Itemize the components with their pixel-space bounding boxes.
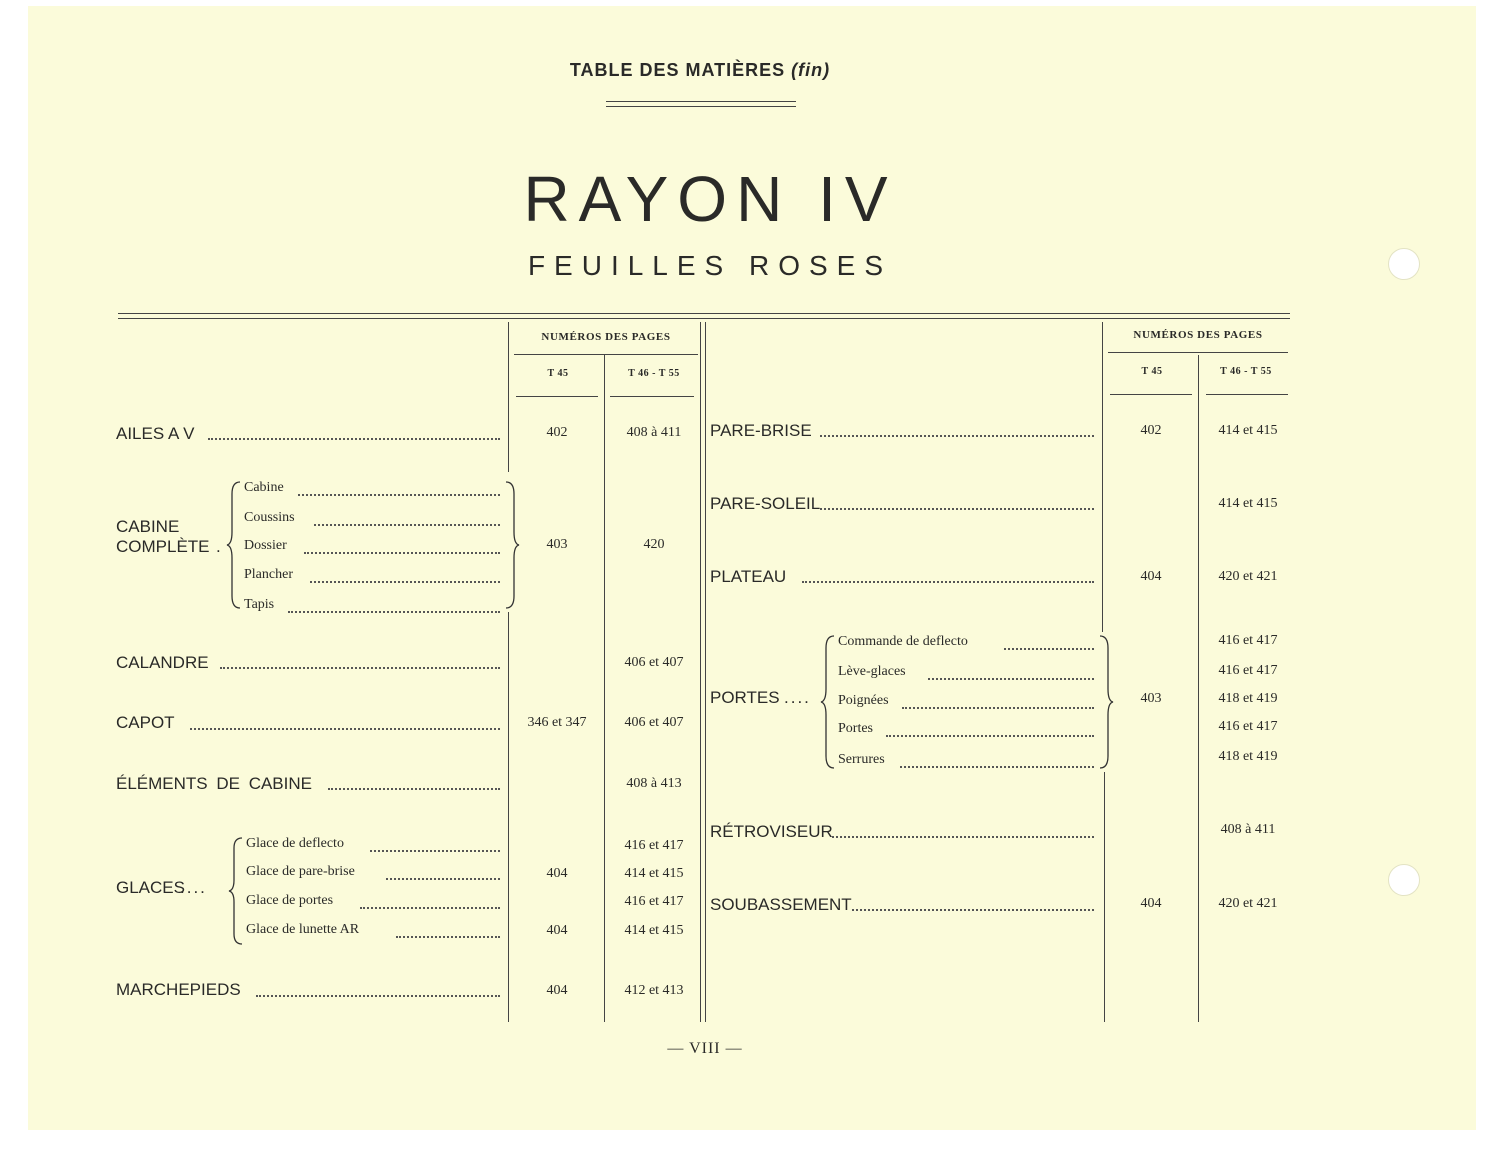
paresoleil-leader-dots <box>820 508 1094 510</box>
capot-label: CAPOT <box>116 713 175 732</box>
left-col-t46-rule <box>610 396 694 397</box>
plateau-t45: 404 <box>1140 569 1162 584</box>
retroviseur-leader-dots <box>832 836 1094 838</box>
cabine-t46: 420 <box>643 537 665 552</box>
header-rule-2 <box>606 106 796 107</box>
glaces-left-brace <box>228 836 244 946</box>
ailes-leader-dots <box>208 438 500 440</box>
parebrise-t45: 402 <box>1140 423 1162 438</box>
portes-item-5-t46: 418 et 419 <box>1218 749 1278 764</box>
parebrise-t46: 414 et 415 <box>1218 423 1278 438</box>
glaces-item-4-t45: 404 <box>546 923 568 938</box>
ailes-t45: 402 <box>546 425 568 440</box>
header-rule-1 <box>606 101 796 102</box>
portes-label: PORTES <box>710 688 780 707</box>
soubassement-t46: 420 et 421 <box>1218 896 1278 911</box>
cabine-item-5: Tapis <box>244 597 275 612</box>
elements-label: ÉLÉMENTS DE CABINE <box>116 774 312 793</box>
portes-item-2-dots <box>928 678 1094 680</box>
right-group-header: NUMÉROS DES PAGES <box>1133 329 1263 341</box>
cabine-label-line1: CABINE <box>116 517 180 536</box>
portes-label-dots: .... <box>784 688 811 707</box>
glaces-item-2-dots <box>386 878 500 880</box>
portes-item-1-dots <box>1004 648 1094 650</box>
glaces-item-4: Glace de lunette AR <box>246 922 360 937</box>
ailes-label: AILES A V <box>116 424 195 443</box>
table-top-rule-1 <box>118 313 1290 314</box>
binder-hole-bottom <box>1388 864 1420 896</box>
glaces-item-1: Glace de deflecto <box>246 836 344 851</box>
right-col-t46-rule <box>1206 394 1288 395</box>
portes-left-brace <box>820 634 836 770</box>
plateau-leader-dots <box>802 581 1094 583</box>
glaces-item-2-t46: 414 et 415 <box>624 866 684 881</box>
cabine-item-2: Coussins <box>244 510 295 525</box>
portes-item-4-t46: 416 et 417 <box>1218 719 1278 734</box>
plateau-t46: 420 et 421 <box>1218 569 1278 584</box>
portes-item-5: Serrures <box>838 752 885 767</box>
left-col-t45-rule <box>516 396 598 397</box>
cabine-t45: 403 <box>546 537 568 552</box>
left-group-header-rule <box>514 354 698 355</box>
elements-t46: 408 à 413 <box>626 776 682 791</box>
glaces-item-2-t45: 404 <box>546 866 568 881</box>
running-header-text: TABLE DES MATIÈRES <box>569 60 786 80</box>
marchepieds-leader-dots <box>256 995 500 997</box>
right-col-t45-header: T 45 <box>1141 366 1163 377</box>
cabine-item-2-dots <box>314 524 500 526</box>
portes-item-1-t46: 416 et 417 <box>1218 633 1278 648</box>
soubassement-leader-dots <box>852 909 1094 911</box>
right-group-header-rule <box>1108 352 1288 353</box>
running-header-suffix: fin <box>798 60 824 80</box>
paresoleil-t46: 414 et 415 <box>1218 496 1278 511</box>
page-subtitle: FEUILLES ROSES <box>527 250 893 281</box>
right-col-t45-rule <box>1110 394 1192 395</box>
portes-item-4: Portes <box>838 721 873 736</box>
portes-t45: 403 <box>1140 691 1162 706</box>
glaces-item-1-t46: 416 et 417 <box>624 838 684 853</box>
glaces-item-3-dots <box>360 907 500 909</box>
cabine-item-5-dots <box>288 611 500 613</box>
running-header: TABLE DES MATIÈRES (fin) <box>569 60 831 80</box>
glaces-item-2: Glace de pare-brise <box>246 864 355 879</box>
capot-t45: 346 et 347 <box>527 715 587 730</box>
page-number: — VIII — <box>667 1040 743 1057</box>
glaces-label-dots: .... <box>180 878 207 897</box>
portes-item-3-t46: 418 et 419 <box>1218 691 1278 706</box>
soubassement-t45: 404 <box>1140 896 1162 911</box>
glaces-item-4-t46: 414 et 415 <box>624 923 684 938</box>
parebrise-label: PARE-BRISE <box>710 421 812 440</box>
center-divider-2 <box>705 322 706 1022</box>
left-group-header: NUMÉROS DES PAGES <box>541 331 671 343</box>
retroviseur-label: RÉTROVISEUR <box>710 822 833 841</box>
calandre-leader-dots <box>220 667 500 669</box>
elements-leader-dots <box>328 788 500 790</box>
portes-item-3: Poignées <box>838 693 889 708</box>
calandre-t46: 406 et 407 <box>624 655 684 670</box>
left-col-t45-header: T 45 <box>547 368 569 379</box>
glaces-item-1-dots <box>370 850 500 852</box>
right-col-t46-header: T 46 - T 55 <box>1220 366 1272 377</box>
marchepieds-t46: 412 et 413 <box>624 983 684 998</box>
glaces-item-4-dots <box>396 936 500 938</box>
portes-item-2: Lève-glaces <box>838 664 906 679</box>
left-subcolumn-divider <box>604 355 605 1022</box>
capot-leader-dots <box>190 728 500 730</box>
portes-item-1: Commande de deflecto <box>838 634 968 649</box>
left-col-t46-header: T 46 - T 55 <box>628 368 680 379</box>
right-column-divider-b <box>1104 772 1105 1022</box>
portes-item-2-t46: 416 et 417 <box>1218 663 1278 678</box>
page-title: RAYON IV <box>523 163 897 235</box>
right-subcolumn-divider <box>1198 355 1199 1022</box>
capot-t46: 406 et 407 <box>624 715 684 730</box>
portes-item-3-dots <box>902 707 1094 709</box>
portes-item-5-dots <box>900 766 1094 768</box>
calandre-label: CALANDRE <box>116 653 209 672</box>
cabine-item-3-dots <box>304 552 500 554</box>
cabine-label-dot: . <box>216 537 221 556</box>
marchepieds-t45: 404 <box>546 983 568 998</box>
cabine-item-3: Dossier <box>244 538 287 553</box>
left-column-divider-b <box>508 612 509 1022</box>
plateau-label: PLATEAU <box>710 567 787 586</box>
cabine-left-brace <box>226 480 242 610</box>
glaces-item-3: Glace de portes <box>246 893 334 908</box>
portes-item-4-dots <box>886 735 1094 737</box>
marchepieds-label: MARCHEPIEDS <box>116 980 241 999</box>
table-top-rule-2 <box>118 318 1290 319</box>
right-column-divider-a <box>1102 322 1103 632</box>
cabine-item-1: Cabine <box>244 480 284 495</box>
parebrise-leader-dots <box>820 435 1094 437</box>
cabine-item-4: Plancher <box>244 567 293 582</box>
left-column-divider-a <box>508 322 509 472</box>
glaces-label: GLACES <box>116 878 185 897</box>
ailes-t46: 408 à 411 <box>626 425 682 440</box>
cabine-label-line2: COMPLÈTE <box>116 537 210 556</box>
paresoleil-label: PARE-SOLEIL <box>710 494 821 513</box>
glaces-item-3-t46: 416 et 417 <box>624 894 684 909</box>
cabine-item-4-dots <box>310 581 500 583</box>
retroviseur-t46: 408 à 411 <box>1220 822 1276 837</box>
soubassement-label: SOUBASSEMENT <box>710 895 852 914</box>
cabine-item-1-dots <box>298 494 500 496</box>
